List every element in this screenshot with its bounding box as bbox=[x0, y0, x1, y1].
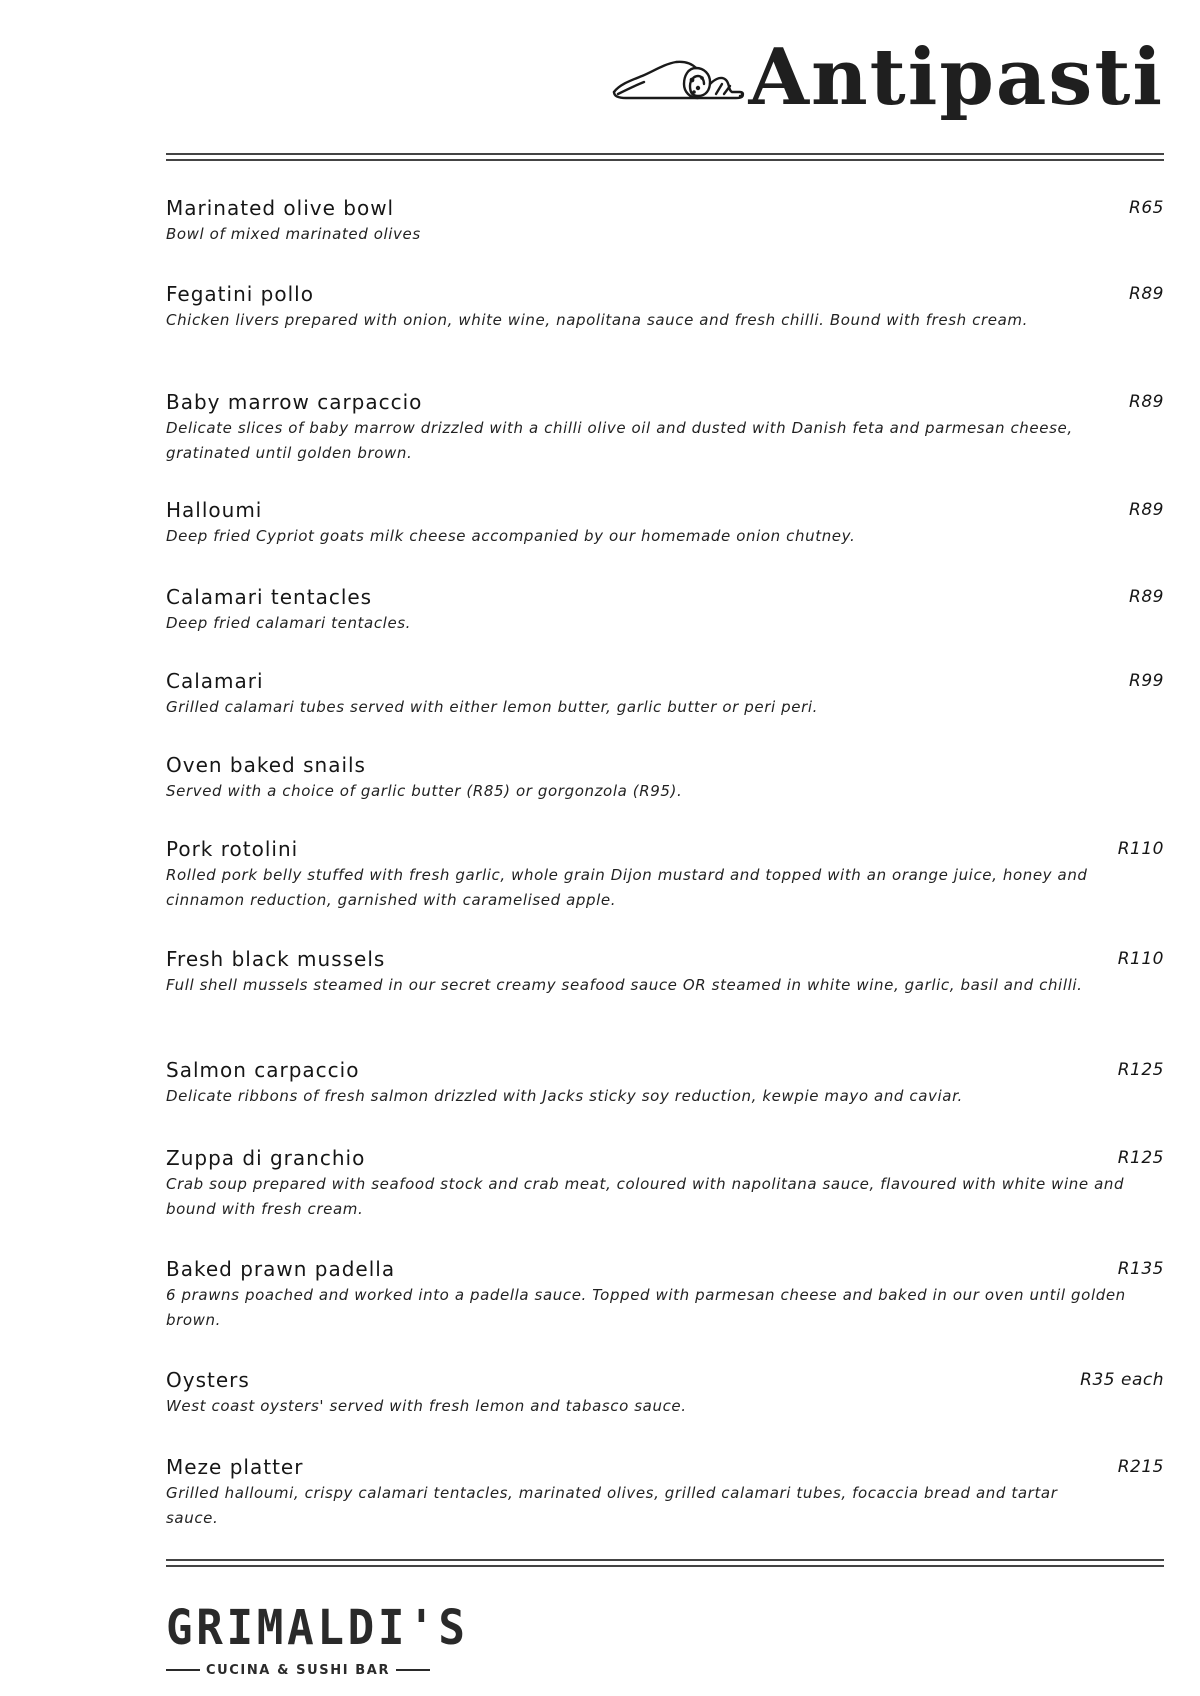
item-name: Meze platter bbox=[166, 1455, 304, 1479]
item-price: R89 bbox=[1129, 587, 1164, 607]
menu-item bbox=[166, 1256, 1164, 1332]
item-price: R89 bbox=[1129, 500, 1164, 520]
logo-tagline-row bbox=[166, 1660, 430, 1680]
item-name: Calamari bbox=[166, 669, 264, 693]
item-price: R35 each bbox=[1080, 1370, 1164, 1390]
item-name: Baked prawn padella bbox=[166, 1257, 396, 1281]
item-description: Deep fried Cypriot goats milk cheese accompanied by our homemade onion chutney. bbox=[166, 527, 856, 545]
item-description: Delicate slices of baby marrow drizzled with a chilli olive oil and dusted with Danish feta and parmesan cheese, gratinated until golden brown. bbox=[166, 419, 1073, 462]
logo-dash-left bbox=[166, 1669, 200, 1671]
snail-icon bbox=[612, 50, 748, 106]
logo-dash-right bbox=[396, 1669, 430, 1671]
item-name: Halloumi bbox=[166, 498, 263, 522]
item-description: West coast oysters' served with fresh lemon and tabasco sauce. bbox=[166, 1397, 687, 1415]
item-price: R89 bbox=[1129, 392, 1164, 412]
item-price: R110 bbox=[1117, 839, 1164, 859]
item-price: R215 bbox=[1117, 1457, 1164, 1477]
menu-item bbox=[166, 668, 1164, 720]
menu-item bbox=[166, 1057, 1164, 1109]
menu-item bbox=[166, 1454, 1164, 1530]
item-price: R65 bbox=[1129, 198, 1164, 218]
item-price: R110 bbox=[1117, 949, 1164, 969]
item-name: Oysters bbox=[166, 1368, 250, 1392]
item-price: R125 bbox=[1117, 1148, 1164, 1168]
item-description: 6 prawns poached and worked into a padella sauce. Topped with parmesan cheese and baked in our oven until golden brown. bbox=[166, 1286, 1126, 1329]
item-description: Grilled calamari tubes served with either lemon butter, garlic butter or peri peri. bbox=[166, 698, 818, 716]
item-description: Bowl of mixed marinated olives bbox=[166, 225, 421, 243]
item-description: Grilled halloumi, crispy calamari tentacles, marinated olives, grilled calamari tubes, focaccia bread and tartar sauce. bbox=[166, 1484, 1058, 1527]
menu-item bbox=[166, 584, 1164, 636]
item-name: Fresh black mussels bbox=[166, 947, 386, 971]
item-name: Baby marrow carpaccio bbox=[166, 390, 423, 414]
logo-brand: GRIMALDI'S bbox=[166, 1600, 469, 1656]
item-description: Deep fried calamari tentacles. bbox=[166, 614, 412, 632]
menu-item bbox=[166, 1367, 1164, 1419]
section-title: Antipasti bbox=[748, 32, 1164, 123]
menu-item bbox=[166, 1145, 1164, 1221]
menu-item bbox=[166, 195, 1164, 247]
logo-tagline: CUCINA & SUSHI BAR bbox=[205, 1662, 391, 1678]
item-name: Fegatini pollo bbox=[166, 282, 314, 306]
item-price: R99 bbox=[1129, 671, 1164, 691]
restaurant-logo bbox=[166, 1600, 469, 1680]
item-description: Full shell mussels steamed in our secret creamy seafood sauce OR steamed in white wine, garlic, basil and chilli. bbox=[166, 976, 1083, 994]
item-price: R89 bbox=[1129, 284, 1164, 304]
item-name: Marinated olive bowl bbox=[166, 196, 395, 220]
item-description: Rolled pork belly stuffed with fresh garlic, whole grain Dijon mustard and topped with an orange juice, honey and cinnamon reduction, garnished with caramelised apple. bbox=[166, 866, 1088, 909]
menu-item bbox=[166, 836, 1164, 912]
item-description: Delicate ribbons of fresh salmon drizzled with Jacks sticky soy reduction, kewpie mayo and caviar. bbox=[166, 1087, 963, 1105]
item-name: Calamari tentacles bbox=[166, 585, 373, 609]
item-name: Salmon carpaccio bbox=[166, 1058, 360, 1082]
item-price: R135 bbox=[1117, 1259, 1164, 1279]
menu-item bbox=[166, 946, 1164, 998]
item-name: Oven baked snails bbox=[166, 753, 366, 777]
item-description: Served with a choice of garlic butter (R85) or gorgonzola (R95). bbox=[166, 782, 683, 800]
menu-item bbox=[166, 281, 1164, 333]
menu-item bbox=[166, 389, 1164, 465]
menu-item bbox=[166, 497, 1164, 549]
top-divider bbox=[166, 153, 1164, 163]
bottom-divider bbox=[166, 1559, 1164, 1569]
menu-item bbox=[166, 752, 1164, 804]
item-description: Chicken livers prepared with onion, white wine, napolitana sauce and fresh chilli. Bound with fresh cream. bbox=[166, 311, 1028, 329]
item-name: Pork rotolini bbox=[166, 837, 299, 861]
item-name: Zuppa di granchio bbox=[166, 1146, 366, 1170]
item-description: Crab soup prepared with seafood stock and crab meat, coloured with napolitana sauce, flavoured with white wine and bound with fresh cream. bbox=[166, 1175, 1125, 1218]
item-price: R125 bbox=[1117, 1060, 1164, 1080]
